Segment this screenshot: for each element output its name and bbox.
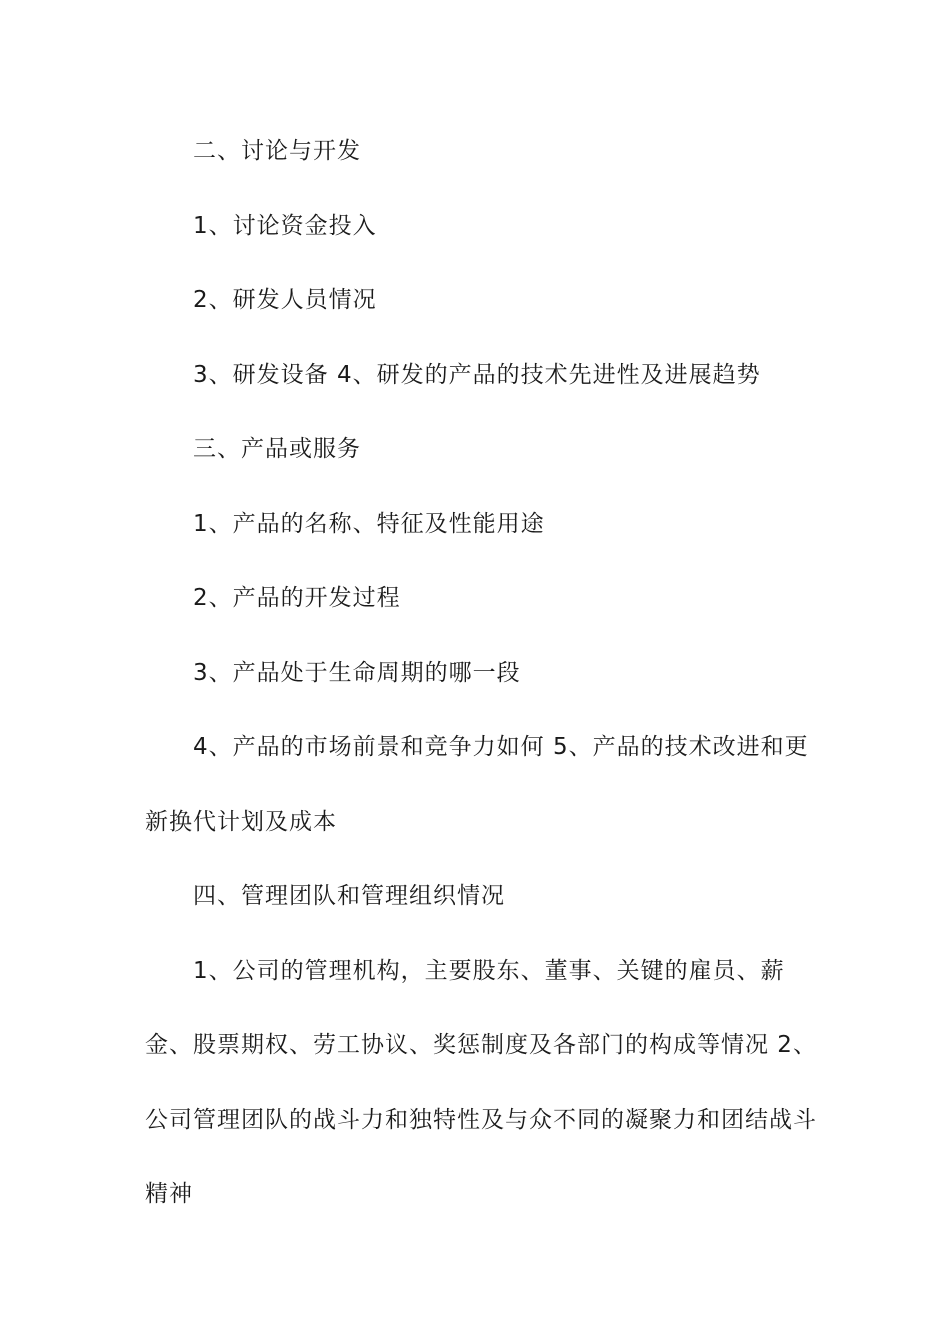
list-item: 1、产品的名称、特征及性能用途 bbox=[193, 510, 545, 537]
list-item: 1、讨论资金投入 bbox=[193, 212, 377, 239]
list-item: 2、研发人员情况 bbox=[193, 287, 377, 313]
section-heading-management: 四、管理团队和管理组织情况 bbox=[193, 883, 505, 909]
list-item: 3、研发设备 4、研发的产品的技术先进性及进展趋势 bbox=[193, 361, 761, 388]
list-item: 2、产品的开发过程 bbox=[193, 585, 401, 611]
section-heading-rd: 二、讨论与开发 bbox=[193, 138, 361, 164]
document-body bbox=[145, 114, 825, 1232]
list-item: 3、产品处于生命周期的哪一段 bbox=[193, 659, 521, 686]
list-item: 1、公司的管理机构，主要股东、董事、关键的雇员、薪金、股票期权、劳工协议、奖惩制度及各部门的构成等情况 2、公司管理团队的战斗力和独特性及与众不同的凝聚力和团结战斗精神 bbox=[145, 957, 817, 1207]
section-heading-products: 三、产品或服务 bbox=[193, 436, 361, 462]
list-item: 4、产品的市场前景和竞争力如何 5、产品的技术改进和更新换代计划及成本 bbox=[145, 734, 809, 835]
